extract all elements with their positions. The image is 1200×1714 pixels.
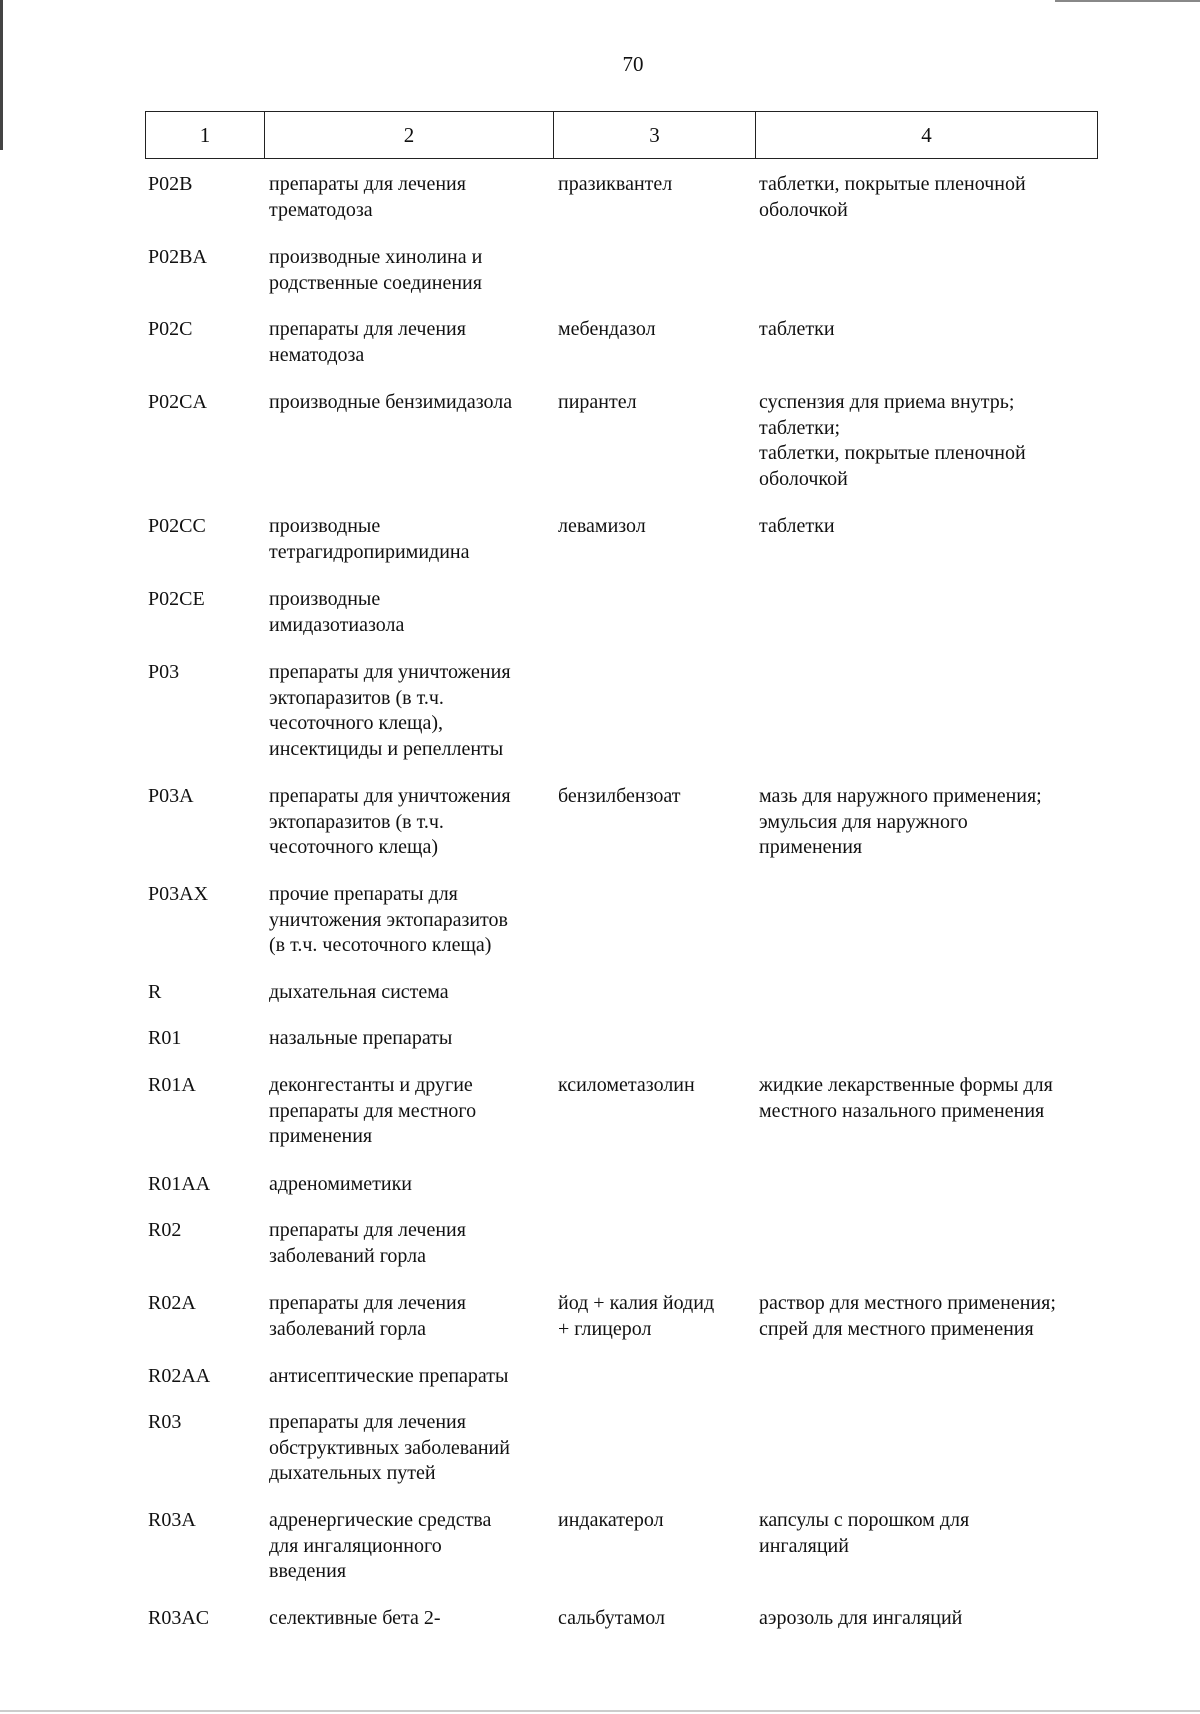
atc-code: R01 [148,1027,182,1049]
group-name: препараты для лечения заболеваний горла [269,1219,466,1267]
atc-code: R [148,981,162,1003]
group-name: препараты для лечения заболеваний горла [269,1292,466,1340]
group-name: антисептические препараты [269,1365,509,1387]
atc-code: R03AC [148,1607,210,1629]
atc-code: P02C [148,318,193,340]
scan-bottom-rule [0,1710,1200,1712]
dosage-form: таблетки [759,318,835,340]
group-name: производные тетрагидропиримидина [269,515,470,563]
header-col-1: 1 [199,122,211,147]
atc-code: P02CC [148,515,206,537]
atc-code: P03AX [148,883,209,905]
dosage-form: раствор для местного применения; спрей для местного применения [759,1292,1056,1340]
atc-code: R02AA [148,1365,211,1387]
group-name: производные бензимидазола [269,391,513,413]
atc-code: P02CA [148,391,207,413]
atc-code: P02B [148,173,193,195]
drug-name: левамизол [558,515,646,537]
group-name: адреномиметики [269,1173,413,1195]
atc-code: R02 [148,1219,182,1241]
dosage-form: мазь для наружного применения; эмульсия для наружного применения [759,785,1042,858]
page-number: 70 [622,52,644,76]
atc-code: P03 [148,661,180,683]
atc-code: P02BA [148,246,207,268]
group-name: препараты для лечения обструктивных заболеваний дыхательных путей [269,1411,510,1484]
dosage-form: суспензия для приема внутрь; таблетки; таблетки, покрытые пленочной оболочкой [759,391,1026,490]
group-name: дыхательная система [269,981,449,1003]
drug-name: йод + калия йодид + глицерол [558,1292,715,1340]
dosage-form: жидкие лекарственные формы для местного назального применения [759,1074,1053,1122]
dosage-form: капсулы с порошком для ингаляций [759,1509,970,1557]
drug-name: сальбутамол [558,1607,665,1629]
atc-code: R02A [148,1292,196,1314]
dosage-form: таблетки [759,515,835,537]
drug-name: индакатерол [558,1509,664,1531]
atc-code: P02CE [148,588,205,610]
header-col-3: 3 [553,112,755,158]
group-name: прочие препараты для уничтожения эктопаразитов (в т.ч. чесоточного клеща) [269,883,508,956]
drug-name: пирантел [558,391,637,413]
atc-code: R01AA [148,1173,211,1195]
atc-code: R03 [148,1411,182,1433]
drug-name: празиквантел [558,173,673,195]
drug-name: ксилометазолин [558,1074,695,1096]
dosage-form: таблетки, покрытые пленочной оболочкой [759,173,1026,221]
group-name: препараты для лечения нематодоза [269,318,466,366]
group-name: производные хинолина и родственные соединения [269,246,483,294]
atc-code: P03A [148,785,194,807]
header-col-4: 4 [755,112,1097,158]
group-name: препараты для уничтожения эктопаразитов (в т.ч. чесоточного клеща), инсектициды и репелленты [269,661,511,760]
drug-name: бензилбензоат [558,785,681,807]
group-name: селективные бета 2- [269,1607,441,1629]
drug-name: мебендазол [558,318,656,340]
atc-code: R01A [148,1074,196,1096]
header-col-2: 2 [264,112,553,158]
group-name: производные имидазотиазола [269,588,405,636]
group-name: препараты для уничтожения эктопаразитов (в т.ч. чесоточного клеща) [269,785,511,858]
group-name: деконгестанты и другие препараты для местного применения [269,1074,477,1147]
dosage-form: аэрозоль для ингаляций [759,1607,963,1629]
group-name: препараты для лечения трематодоза [269,173,466,221]
group-name: адренергические средства для ингаляционного введения [269,1509,492,1582]
atc-code: R03A [148,1509,196,1531]
group-name: назальные препараты [269,1027,453,1049]
